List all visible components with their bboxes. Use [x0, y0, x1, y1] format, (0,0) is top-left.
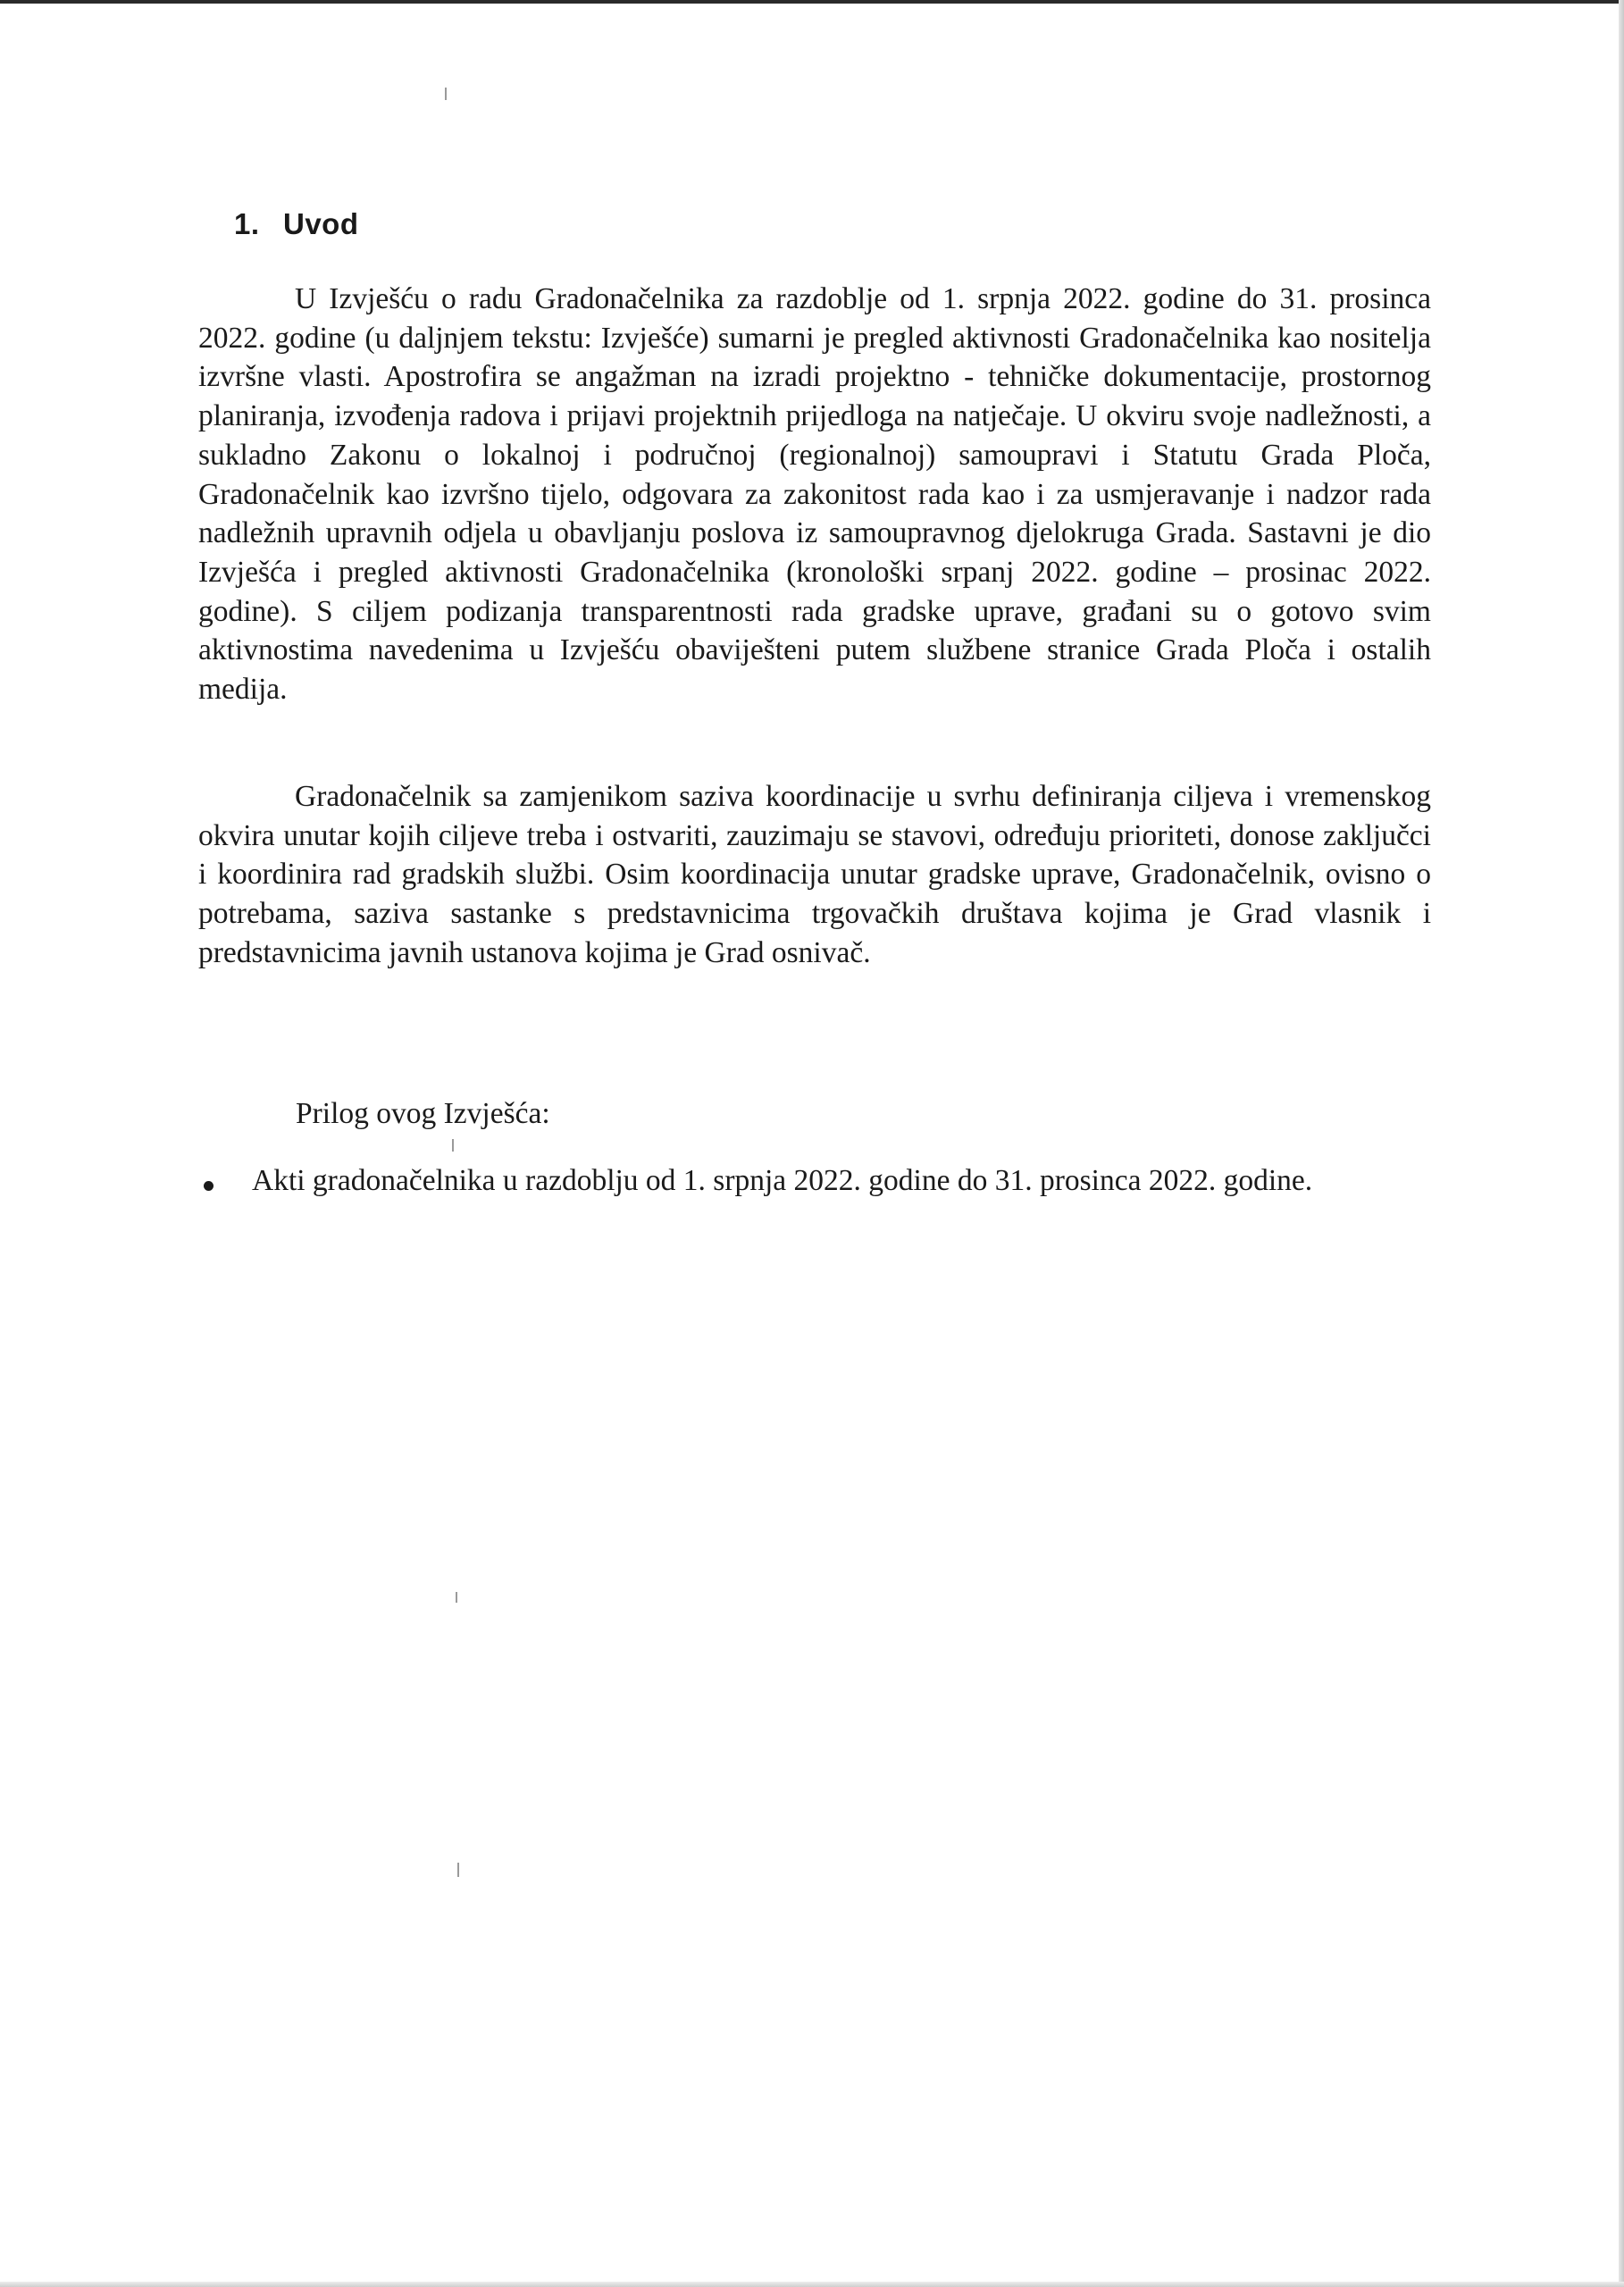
- scan-top-border: [0, 0, 1624, 4]
- section-title: Uvod: [283, 207, 359, 240]
- intro-paragraph: U Izvješću o radu Gradonačelnika za razdoblje od 1. srpnja 2022. godine do 31. prosinca 2022. godine (u daljnjem tekstu: Izvješće) sumarni je pregled aktivnosti Gradonačelnika kao nositelja izvršne vlasti. Apostrofira se angažman na izradi projektno - tehničke dokumentacije, prostornog planiranja, izvođenja radova i prijavi projektnih prijedloga na natječaje. U okviru svoje nadležnosti, a sukladno Zakonu o lokalnoj i područnoj (regionalnoj) samoupravi i Statutu Grada Ploča, Gradonačelnik kao izvršno tijelo, odgovara za zakonitost rada kao i za usmjeravanje i nadzor rada nadležnih upravnih odjela u obavljanju poslova iz samoupravnog djelokruga Grada. Sastavni je dio Izvješća i pregled aktivnosti Gradonačelnika (kronološki srpanj 2022. godine – prosinac 2022. godine). S ciljem podizanja transparentnosti rada gradske uprave, građani su o gotovo svim aktivnostima navedenima u Izvješću obaviješteni putem službene stranice Grada Ploča i ostalih medija.: [198, 282, 1431, 707]
- list-item: [198, 1164, 1312, 1198]
- bullet-icon: [204, 1181, 213, 1191]
- attachments-list: [198, 1164, 1312, 1198]
- list-item-text: Akti gradonačelnika u razdoblju od 1. srpnja 2022. godine do 31. prosinca 2022. godine.: [252, 1164, 1313, 1197]
- section-number: 1.: [234, 207, 260, 240]
- scan-speck: [445, 88, 447, 100]
- scan-speck: [457, 1863, 459, 1877]
- scan-bottom-edge: [0, 2282, 1624, 2287]
- coordination-paragraph: Gradonačelnik sa zamjenikom saziva koordinacije u svrhu definiranja ciljeva i vremenskog okvira unutar kojih ciljeve treba i ostvariti, zauzimaju se stavovi, određuju prioriteti, donose zaključci i koordinira rad gradskih službi. Osim koordinacija unutar gradske uprave, Gradonačelnik, ovisno o potrebama, saziva sastanke s predstavnicima trgovačkih društava kojima je Grad vlasnik i predstavnicima javnih ustanova kojima je Grad osnivač.: [198, 780, 1431, 969]
- scan-speck: [456, 1592, 457, 1603]
- scan-speck: [452, 1139, 454, 1152]
- section-heading: [234, 207, 359, 241]
- scan-right-edge: [1619, 0, 1624, 2287]
- attachments-label: Prilog ovog Izvješća:: [296, 1097, 550, 1130]
